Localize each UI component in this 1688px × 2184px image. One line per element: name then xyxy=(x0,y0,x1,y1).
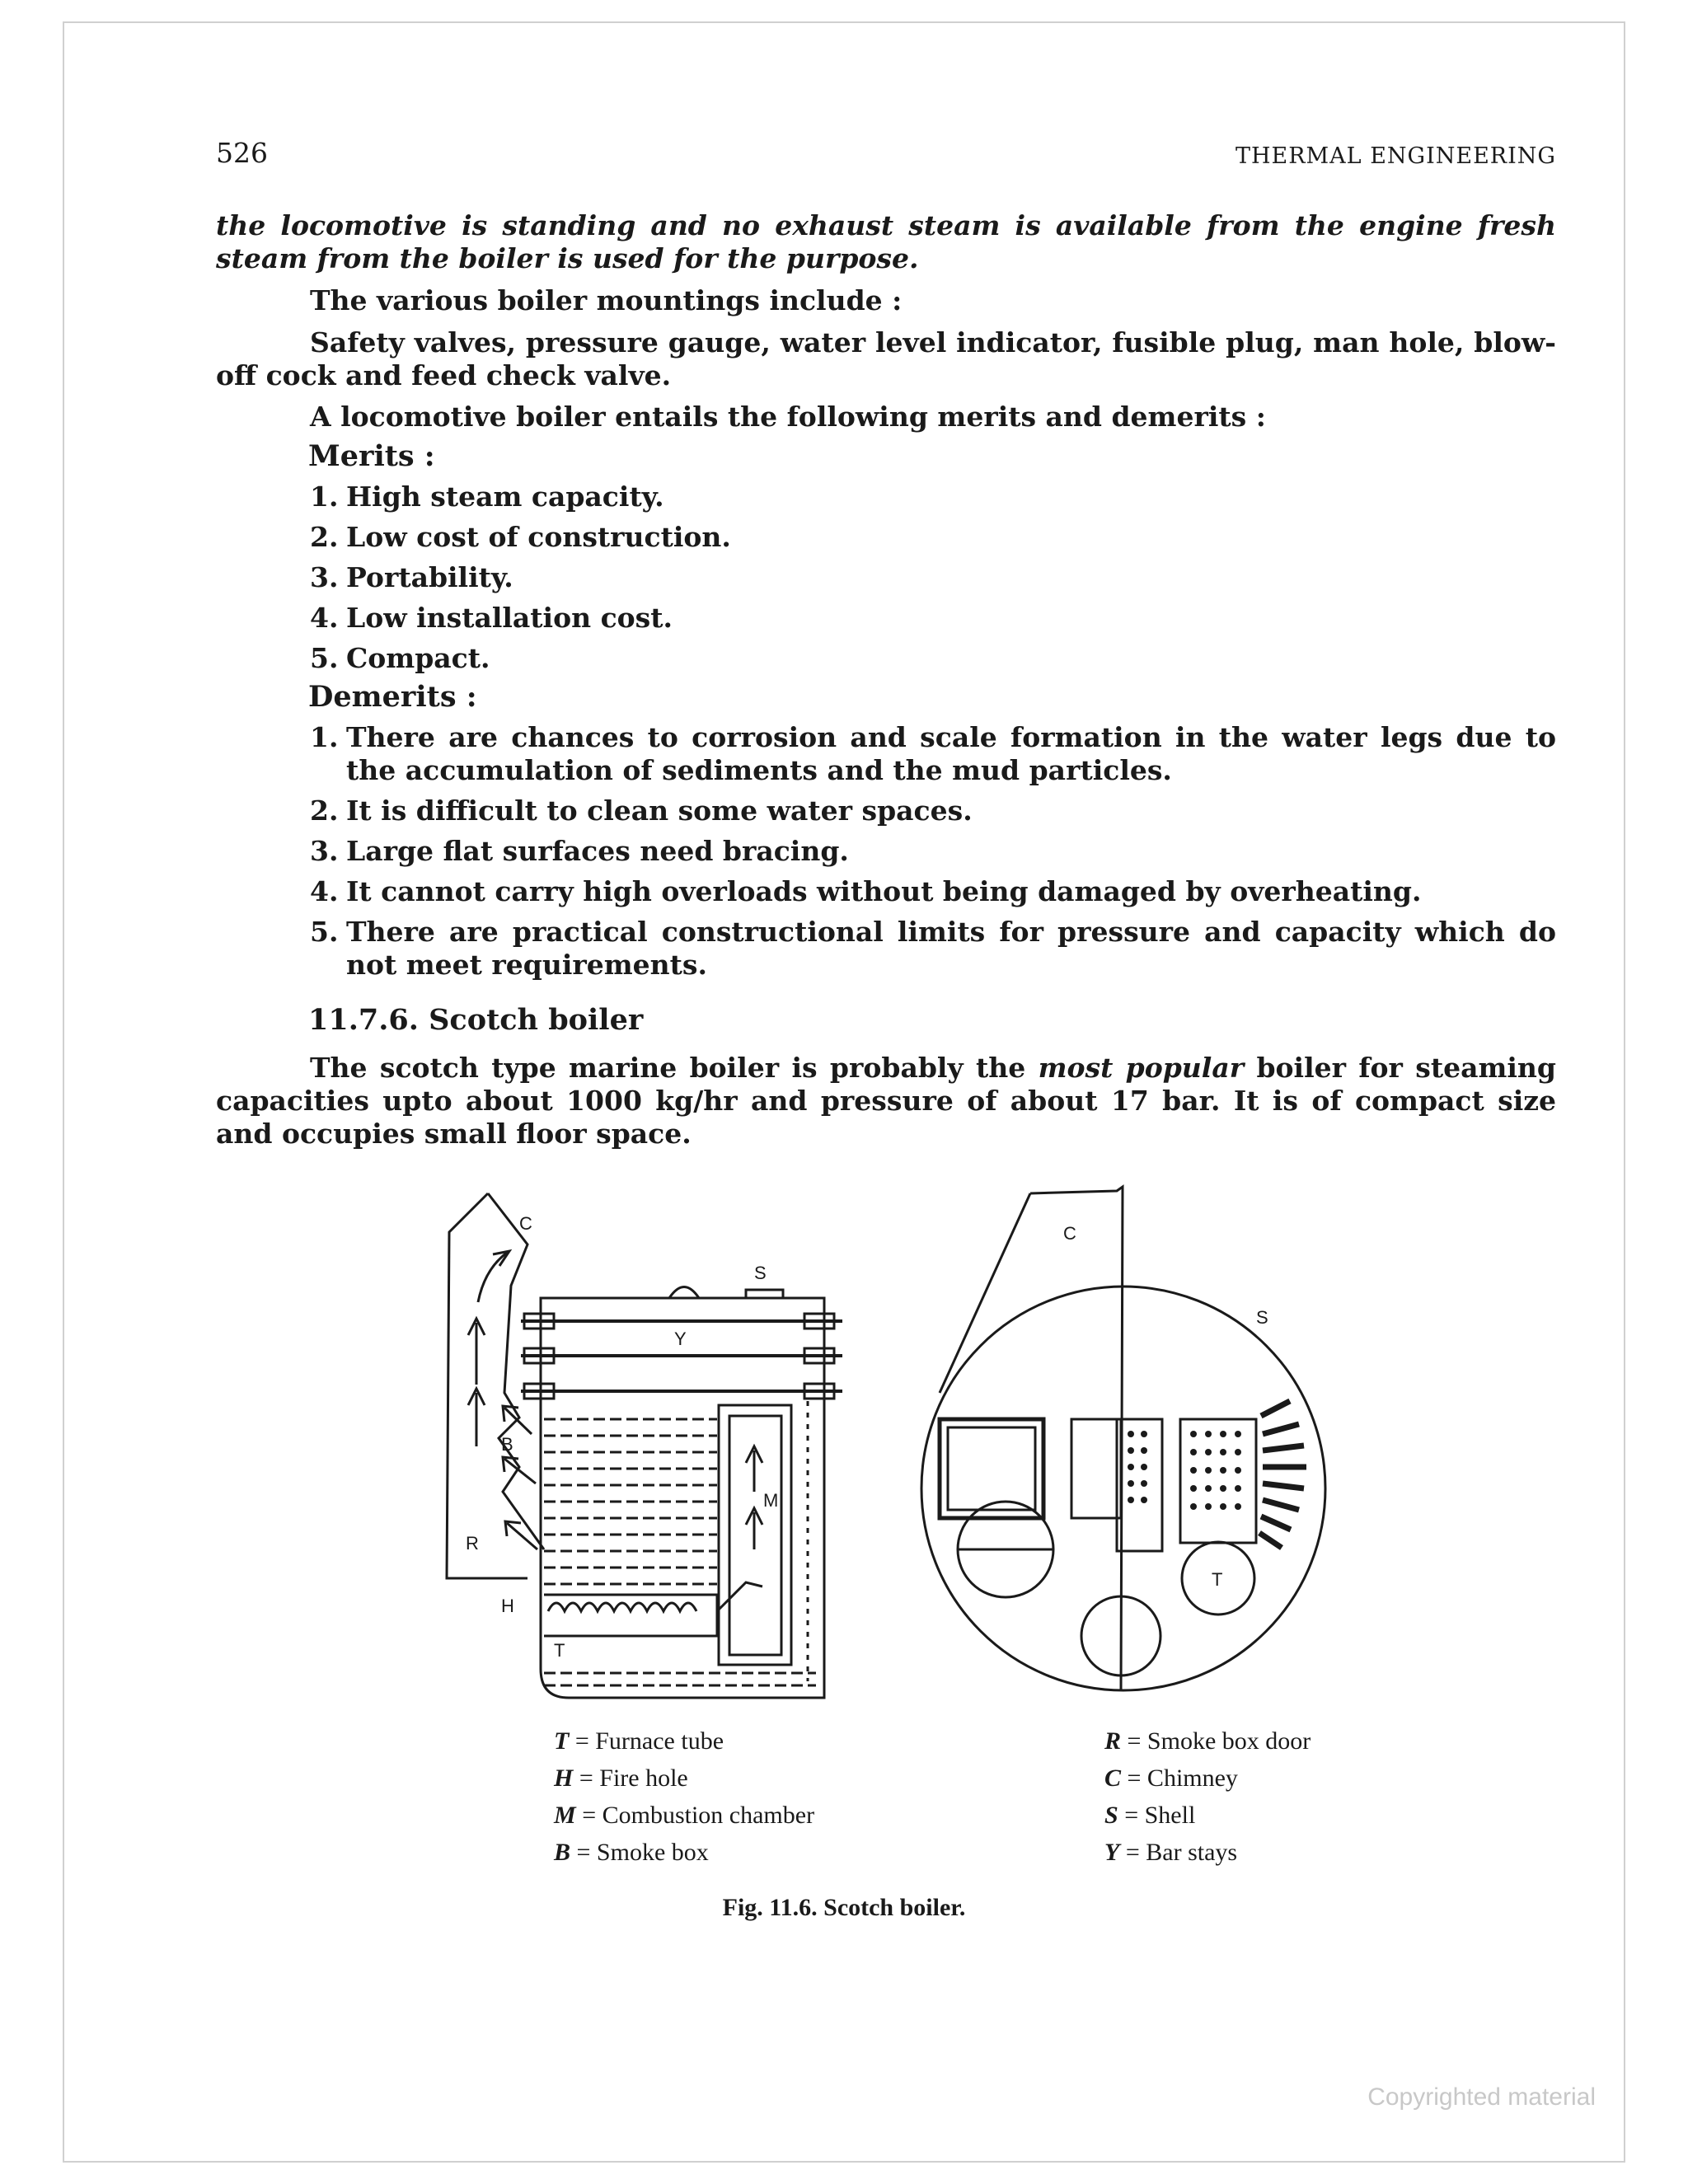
demerits-heading: Demerits : xyxy=(308,680,477,714)
list-item: 1. There are chances to corrosion and scale formation in the water legs due to the accumulation of sediments and the mud particles. xyxy=(310,721,1556,786)
list-item: 4. Low installation cost. xyxy=(310,602,673,634)
label-t: T xyxy=(554,1640,565,1661)
list-item: 2. Low cost of construction. xyxy=(310,521,731,553)
list-item: 4. It cannot carry high overloads without being damaged by overheating. xyxy=(310,875,1422,907)
safety-valve xyxy=(669,1287,699,1299)
label-c: C xyxy=(519,1213,532,1234)
list-item: 3. Large flat surfaces need bracing. xyxy=(310,835,849,867)
label-r: R xyxy=(466,1533,479,1554)
tube-bank xyxy=(1117,1419,1162,1551)
legend-row: C = Chimney xyxy=(1104,1765,1238,1792)
label-s: S xyxy=(754,1263,767,1283)
fire-tubes xyxy=(544,1419,816,1685)
legend-row: T = Furnace tube xyxy=(554,1727,724,1755)
furnace-tube xyxy=(544,1595,717,1636)
legend-row: R = Smoke box door xyxy=(1104,1727,1311,1755)
label-c: C xyxy=(1063,1223,1076,1244)
label-b: B xyxy=(501,1434,513,1455)
label-m: M xyxy=(763,1490,779,1511)
legend-row: S = Shell xyxy=(1104,1802,1196,1829)
list-item: 3. Portability. xyxy=(310,561,513,593)
legend-left xyxy=(554,1722,814,1871)
legend-right xyxy=(1104,1722,1311,1871)
label-s: S xyxy=(1256,1307,1268,1328)
tube-bank xyxy=(1180,1419,1256,1543)
mountings-list: Safety valves, pressure gauge, water level indicator, fusible plug, man hole, blow-off cock and feed check valve. xyxy=(216,326,1556,391)
shell-end-view xyxy=(921,1286,1325,1690)
watermark: Copyrighted material xyxy=(1367,2083,1596,2111)
list-item: 2. It is difficult to clean some water spaces. xyxy=(310,794,973,827)
running-title: THERMAL ENGINEERING xyxy=(1235,143,1556,169)
legend-row: H = Fire hole xyxy=(554,1765,688,1792)
section-paragraph: The scotch type marine boiler is probably the most popular boiler for steaming capacities upto about 1000 kg/hr and pressure of about 17 bar. It is of compact size and occupies small floor space. xyxy=(216,1052,1556,1150)
label-h: H xyxy=(501,1596,514,1616)
figure-caption: Fig. 11.6. Scotch boiler. xyxy=(722,1894,966,1921)
label-t: T xyxy=(1212,1569,1223,1590)
list-item: 1. High steam capacity. xyxy=(310,480,664,513)
section-heading: 11.7.6. Scotch boiler xyxy=(308,1003,644,1037)
merits-intro: A locomotive boiler entails the following merits and demerits : xyxy=(310,401,1266,433)
legend-row: M = Combustion chamber xyxy=(554,1802,815,1829)
page-number: 526 xyxy=(216,137,268,169)
list-item: 5. There are practical constructional limits for pressure and capacity which do not meet requirements. xyxy=(310,916,1556,981)
mountings-intro: The various boiler mountings include : xyxy=(310,284,903,316)
intro-paragraph: the locomotive is standing and no exhaust steam is available from the engine fresh steam from the boiler is used for the purpose. xyxy=(216,209,1556,274)
merits-heading: Merits : xyxy=(308,439,435,473)
legend-row: B = Smoke box xyxy=(554,1839,709,1866)
legend-row: Y = Bar stays xyxy=(1104,1839,1238,1866)
smoke-box-outline xyxy=(447,1193,528,1578)
label-y: Y xyxy=(674,1329,687,1349)
list-item: 5. Compact. xyxy=(310,642,490,674)
flue-inner-outline xyxy=(488,1193,544,1549)
